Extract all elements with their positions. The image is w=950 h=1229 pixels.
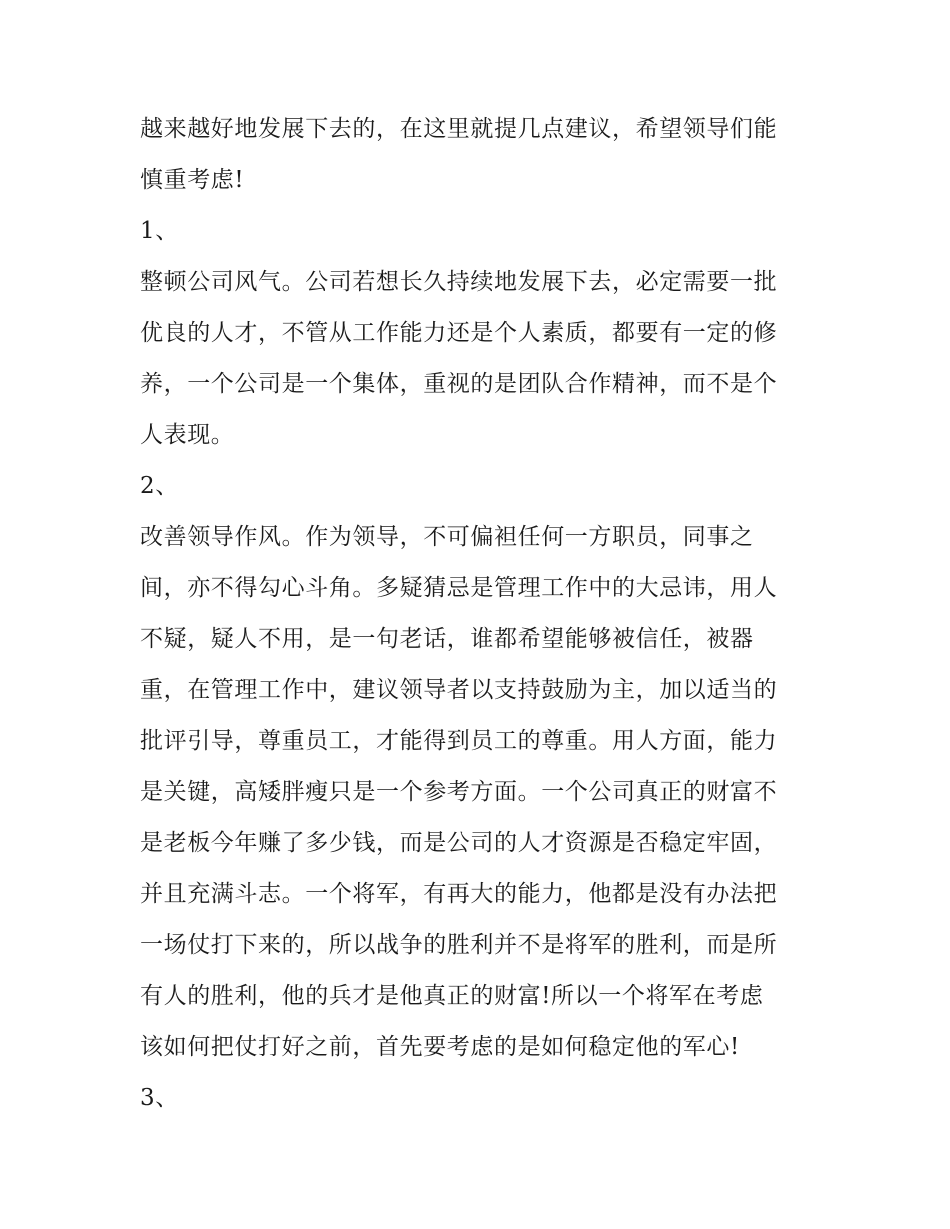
section-number: 3、 [140, 1085, 179, 1111]
text-line: 有人的胜利，他的兵才是他真正的财富!所以一个将军在考虑 [140, 983, 764, 1009]
text-line: 是老板今年赚了多少钱，而是公司的人才资源是否稳定牢固， [140, 830, 778, 856]
document-body [140, 104, 830, 1124]
text-line: 并且充满斗志。一个将军，有再大的能力，他都是没有办法把 [140, 881, 778, 907]
text-line: 整顿公司风气。公司若想长久持续地发展下去，必定需要一批 [140, 269, 778, 295]
text-line: 越来越好地发展下去的，在这里就提几点建议，希望领导们能 [140, 116, 778, 142]
text-line: 优良的人才，不管从工作能力还是个人素质，都要有一定的修 [140, 320, 778, 346]
text-line: 改善领导作风。作为领导，不可偏袒任何一方职员，同事之 [140, 524, 754, 550]
text-line: 重，在管理工作中，建议领导者以支持鼓励为主，加以适当的 [140, 677, 778, 703]
text-line: 一场仗打下来的，所以战争的胜利并不是将军的胜利，而是所 [140, 932, 778, 958]
section-number: 2、 [140, 473, 179, 499]
text-line: 间，亦不得勾心斗角。多疑猜忌是管理工作中的大忌讳，用人 [140, 575, 778, 601]
text-line: 批评引导，尊重员工，才能得到员工的尊重。用人方面，能力 [140, 728, 778, 754]
text-line: 人表现。 [140, 422, 235, 448]
text-line: 养，一个公司是一个集体，重视的是团队合作精神，而不是个 [140, 371, 778, 397]
text-line: 该如何把仗打好之前，首先要考虑的是如何稳定他的军心! [140, 1034, 740, 1060]
text-line: 是关键，高矮胖瘦只是一个参考方面。一个公司真正的财富不 [140, 779, 778, 805]
text-line: 不疑，疑人不用，是一句老话，谁都希望能够被信任，被器 [140, 626, 754, 652]
section-number: 1、 [140, 218, 179, 244]
text-line: 慎重考虑! [140, 167, 245, 193]
